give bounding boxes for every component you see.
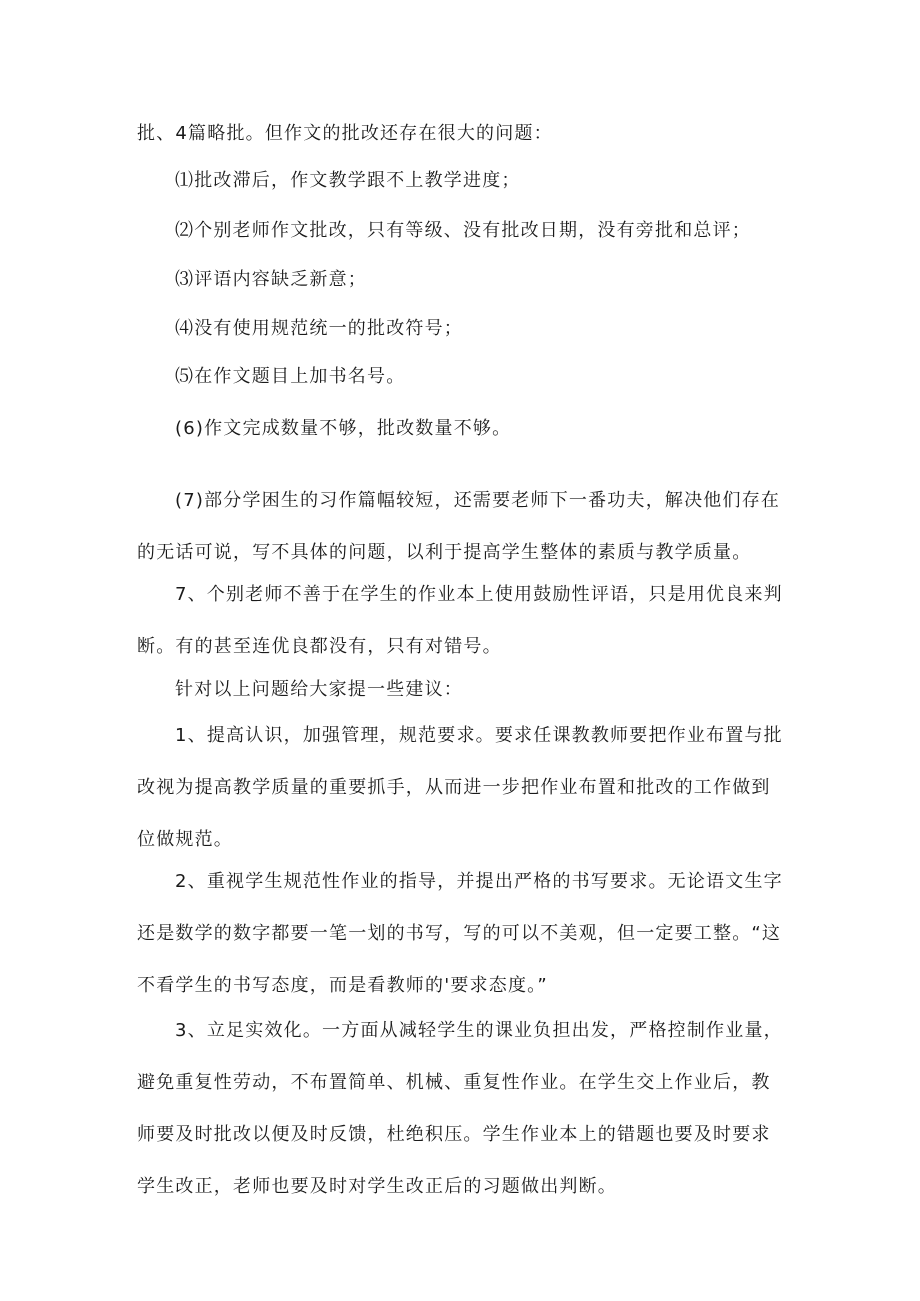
suggestions-intro: 针对以上问题给大家提一些建议： (175, 679, 463, 700)
suggestion-2: 2、重视学生规范性作业的指导，并提出严格的书写要求。无论语文生字还是数学的数字都要一笔一划的书写，写的可以不美观，但一定要工整。“这不看学生的书写态度，而是看教师的'要求态度。” (137, 871, 783, 996)
list-item-2: ⑵个别老师作文批改，只有等级、没有批改日期，没有旁批和总评； (175, 220, 751, 241)
list-item-6: (6)作文完成数量不够，批改数量不够。 (175, 418, 512, 439)
list-item-3: ⑶评语内容缺乏新意； (175, 269, 367, 290)
list-item-4: ⑷没有使用规范统一的批改符号； (175, 318, 463, 339)
list-item-5: ⑸在作文题目上加书名号。 (175, 366, 406, 387)
paragraph-issue-7: 7、个别老师不善于在学生的作业本上使用鼓励性评语，只是用优良来判断。有的甚至连优良都没有，只有对错号。 (137, 584, 783, 657)
suggestion-3: 3、立足实效化。一方面从减轻学生的课业负担出发，严格控制作业量，避免重复性劳动，不布置简单、机械、重复性作业。在学生交上作业后，教师要及时批改以便及时反馈，杜绝积压。学生作业本上的错题也要及时要求学生改正，老师也要及时对学生改正后的习题做出判断。 (137, 1020, 783, 1197)
paragraph-1: 批、4篇略批。但作文的批改还存在很大的问题： (137, 123, 553, 144)
list-item-7: (7)部分学困生的习作篇幅较短，还需要老师下一番功夫，解决他们存在的无话可说，写不具体的问题，以利于提高学生整体的素质与教学质量。 (137, 490, 781, 563)
suggestion-1: 1、提高认识，加强管理，规范要求。要求任课教教师要把作业布置与批改视为提高教学质量的重要抓手，从而进一步把作业布置和批改的工作做到位做规范。 (137, 725, 783, 850)
list-item-1: ⑴批改滞后，作文教学跟不上教学进度； (175, 170, 521, 191)
